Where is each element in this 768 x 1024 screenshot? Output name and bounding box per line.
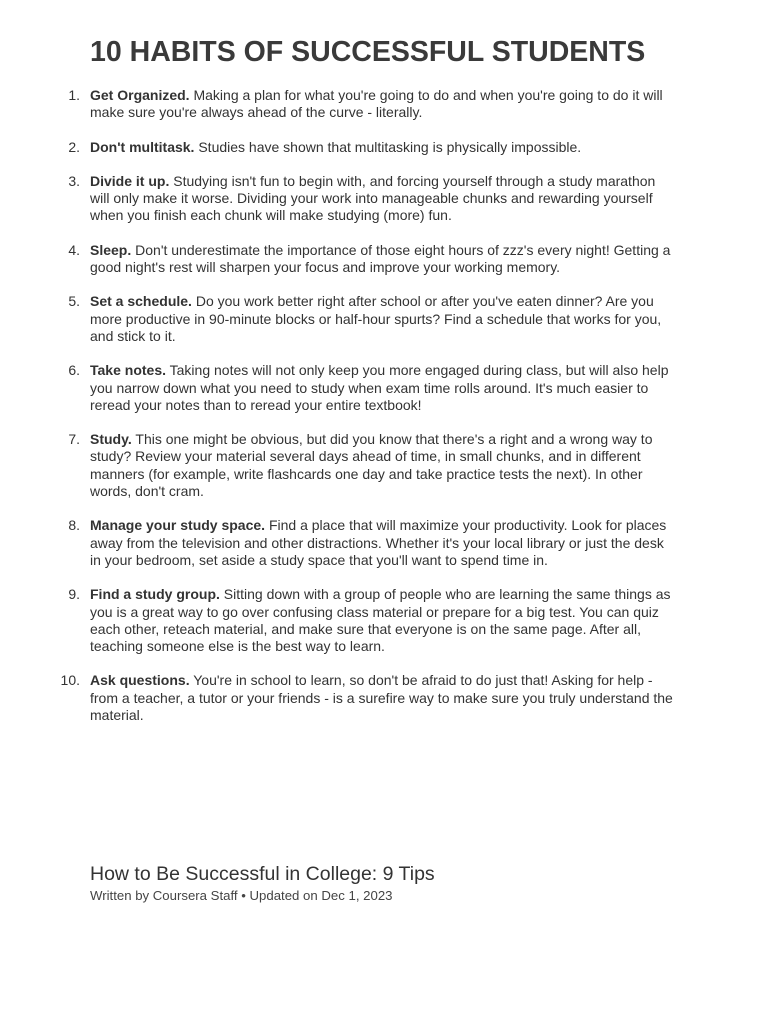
list-item-number: 2. — [68, 138, 80, 155]
list-item-text: You're in school to learn, so don't be afraid to do just that! Asking for help - from a teacher, a tutor or your friends - is a surefire way to make sure you truly understand the material. — [90, 672, 673, 724]
list-item-text: Sitting down with a group of people who are learning the same things as you is a great way to go over confusing class material or prepare for a big test. You can quiz each other, reteach material, and make sure that everyone is on the same page. After all, teaching someone else is the best way to learn. — [90, 586, 671, 655]
list-item-heading: Take notes. — [90, 362, 166, 379]
list-item-number: 9. — [68, 586, 80, 603]
list-item-text: Studies have shown that multitasking is physically impossible. — [198, 138, 582, 155]
list-item-heading: Set a schedule. — [90, 293, 192, 310]
list-item-number: 7. — [68, 431, 80, 448]
list-item-heading: Sleep. — [90, 241, 132, 258]
list-item-number: 5. — [68, 293, 80, 310]
list-item — [0, 362, 678, 414]
list-item — [0, 586, 678, 655]
list-item — [0, 517, 678, 569]
list-item-heading: Don't multitask. — [90, 138, 195, 155]
list-item-number: 1. — [68, 87, 80, 103]
list-item-text: Studying isn't fun to begin with, and forcing yourself through a study marathon will only make it worse. Dividing your work into manageable chunks and rewarding yourself when you finish each chunk will make studying (more) fun. — [90, 172, 656, 224]
list-item — [0, 87, 678, 122]
list-item — [0, 672, 678, 724]
list-item-heading: Study. — [90, 431, 132, 448]
list-item-heading: Ask questions. — [90, 672, 190, 689]
list-item — [0, 242, 678, 277]
list-item — [0, 173, 678, 225]
list-item-number: 8. — [68, 517, 80, 534]
article-byline: Written by Coursera Staff • Updated on Dec 1, 2023 — [90, 888, 393, 903]
list-item-number: 10. — [60, 672, 80, 689]
list-item-text: Don't underestimate the importance of those eight hours of zzz's every night! Getting a good night's rest will sharpen your focus and improve your working memory. — [90, 241, 671, 276]
list-item-text: This one might be obvious, but did you know that there's a right and a wrong way to study? Review your material several days ahead of time, in small chunks, and in different manners (for example, write flashcards one day and take practice tests the next). In other words, don't cram. — [90, 431, 653, 500]
related-article — [90, 862, 435, 904]
list-item-text: Find a place that will maximize your productivity. Look for places away from the television and other distractions. Whether it's your local library or just the desk in your bedroom, set aside a study space that you'll want to spend time in. — [90, 517, 667, 568]
list-item-number: 3. — [68, 172, 80, 189]
page-title: 10 HABITS OF SUCCESSFUL STUDENTS — [90, 36, 646, 68]
list-item-text: Do you work better right after school or after you've eaten dinner? Are you more productive in 90-minute blocks or half-hour spurts? Find a schedule that works for you, and stick to it. — [90, 293, 662, 344]
list-item-heading: Manage your study space. — [90, 517, 266, 534]
habits-list — [0, 87, 768, 741]
list-item — [0, 293, 678, 345]
list-item-heading: Get Organized. — [90, 87, 190, 103]
list-item-heading: Find a study group. — [90, 586, 220, 603]
list-item-heading: Divide it up. — [90, 172, 170, 189]
list-item-text: Taking notes will not only keep you more engaged during class, but will also help you narrow down what you need to study when exam time rolls around. It's much easier to reread your notes than to reread your entire textbook! — [90, 362, 669, 413]
list-item-number: 6. — [68, 362, 80, 379]
article-title: How to Be Successful in College: 9 Tips — [90, 863, 435, 885]
list-item-text: Making a plan for what you're going to do and when you're going to do it will make sure you're always ahead of the curve - literally. — [90, 87, 663, 121]
list-item — [0, 139, 678, 156]
list-item — [0, 431, 678, 500]
list-item-number: 4. — [68, 241, 80, 258]
